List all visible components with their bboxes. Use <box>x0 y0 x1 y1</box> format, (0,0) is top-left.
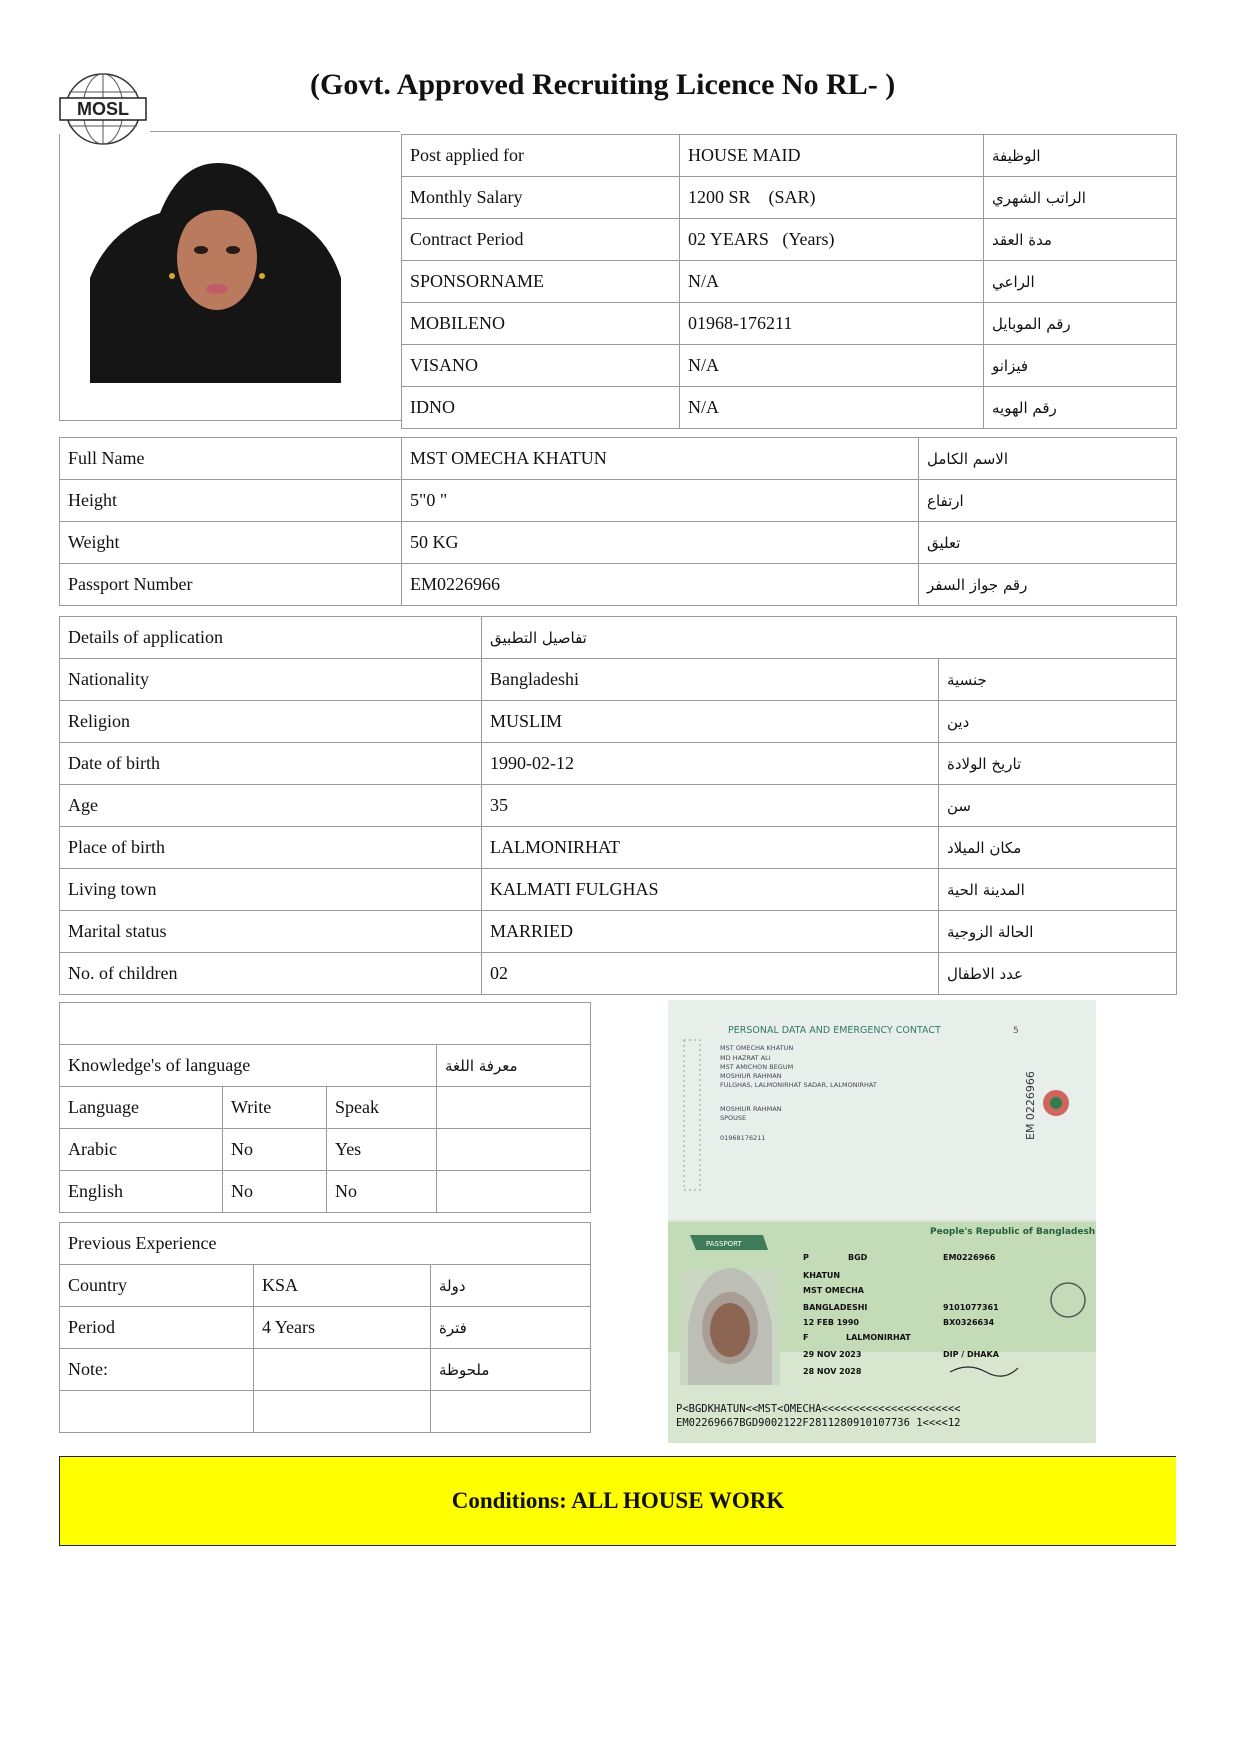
applicant-photo <box>90 158 341 383</box>
job-arabic: الراتب الشهري <box>984 177 1177 219</box>
passport-country: BGD <box>848 1253 868 1262</box>
application-label: Date of birth <box>60 743 482 785</box>
language-write: No <box>223 1129 327 1171</box>
job-value: HOUSE MAID <box>680 135 984 177</box>
job-value: N/A <box>680 345 984 387</box>
empty-cell <box>254 1391 431 1433</box>
passport-mrz-line-2: EM02269667BGD9002122F2811280910107736 1<<<<12 <box>676 1417 961 1429</box>
empty-cell <box>437 1087 591 1129</box>
job-arabic: الوظيفة <box>984 135 1177 177</box>
table-row <box>60 827 1177 869</box>
application-arabic: جنسية <box>939 659 1177 701</box>
job-value: N/A <box>680 261 984 303</box>
column-header: Language <box>60 1087 223 1129</box>
personal-value: EM0226966 <box>402 564 919 606</box>
passport-page-mark: 5 <box>1013 1026 1019 1036</box>
personal-value: 50 KG <box>402 522 919 564</box>
language-write: No <box>223 1171 327 1213</box>
passport-surname: KHATUN <box>803 1271 841 1280</box>
passport-sex: F <box>803 1333 809 1342</box>
table-row <box>60 869 1177 911</box>
table-row <box>402 177 1177 219</box>
passport-address: FULGHAS, LALMONIRHAT SADAR, LALMONIRHAT <box>720 1081 877 1089</box>
application-value: 02 <box>482 953 939 995</box>
table-row <box>60 953 1177 995</box>
application-value: LALMONIRHAT <box>482 827 939 869</box>
job-label: Post applied for <box>402 135 680 177</box>
passport-father: MD HAZRAT ALI <box>720 1054 771 1062</box>
job-label: Contract Period <box>402 219 680 261</box>
table-row <box>402 135 1177 177</box>
passport-given-name: MST OMECHA <box>803 1286 864 1295</box>
passport-spouse: MOSHIUR RAHMAN <box>720 1072 782 1080</box>
experience-table <box>59 1222 591 1433</box>
table-row <box>60 522 1177 564</box>
passport-emergency-name: MOSHIUR RAHMAN <box>720 1105 782 1113</box>
passport-label: PASSPORT <box>706 1240 742 1248</box>
experience-value: KSA <box>254 1265 431 1307</box>
job-details-table <box>401 134 1177 429</box>
empty-cell <box>437 1129 591 1171</box>
passport-bio-header: People's Republic of Bangladesh <box>930 1227 1096 1237</box>
application-header: Details of application <box>60 617 482 659</box>
conditions-banner: Conditions: ALL HOUSE WORK <box>59 1456 1176 1546</box>
personal-label: Height <box>60 480 402 522</box>
job-arabic: فيزانو <box>984 345 1177 387</box>
experience-label: Country <box>60 1265 254 1307</box>
table-row <box>60 438 1177 480</box>
job-value: 02 YEARS (Years) <box>680 219 984 261</box>
experience-arabic: دولة <box>431 1265 591 1307</box>
experience-arabic: ملحوظة <box>431 1349 591 1391</box>
passport-name: MST OMECHA KHATUN <box>720 1044 794 1052</box>
table-row <box>60 1171 591 1213</box>
personal-table <box>59 437 1177 606</box>
passport-issue-date: 29 NOV 2023 <box>803 1350 862 1359</box>
experience-arabic: فترة <box>431 1307 591 1349</box>
application-label: Nationality <box>60 659 482 701</box>
table-row <box>60 911 1177 953</box>
personal-arabic: الاسم الكامل <box>919 438 1177 480</box>
passport-birthplace: LALMONIRHAT <box>846 1333 911 1342</box>
passport-nationality: BANGLADESHI <box>803 1303 868 1312</box>
table-row <box>60 480 1177 522</box>
application-label: No. of children <box>60 953 482 995</box>
empty-cell <box>437 1171 591 1213</box>
table-row <box>60 701 1177 743</box>
language-blank-row <box>60 1003 591 1045</box>
experience-value: 4 Years <box>254 1307 431 1349</box>
passport-mother: MST AMICHON BEGUM <box>720 1063 794 1071</box>
job-value: N/A <box>680 387 984 429</box>
experience-header: Previous Experience <box>60 1223 591 1265</box>
page-title: (Govt. Approved Recruiting Licence No RL- ) <box>310 68 896 101</box>
passport-mrz-line-1: P<BGDKHATUN<<MST<OMECHA<<<<<<<<<<<<<<<<<<<<<< <box>676 1403 961 1415</box>
personal-label: Weight <box>60 522 402 564</box>
application-value: KALMATI FULGHAS <box>482 869 939 911</box>
job-arabic: الراعي <box>984 261 1177 303</box>
passport-scan <box>668 1000 1096 1443</box>
table-row <box>60 743 1177 785</box>
job-value: 01968-176211 <box>680 303 984 345</box>
table-row <box>402 219 1177 261</box>
passport-personal-no: 9101077361 <box>943 1303 999 1312</box>
language-name: English <box>60 1171 223 1213</box>
application-arabic: عدد الاطفال <box>939 953 1177 995</box>
job-label: VISANO <box>402 345 680 387</box>
table-row <box>60 1349 591 1391</box>
application-value: MARRIED <box>482 911 939 953</box>
application-label: Religion <box>60 701 482 743</box>
passport-top-header: PERSONAL DATA AND EMERGENCY CONTACT <box>728 1025 941 1036</box>
application-label: Marital status <box>60 911 482 953</box>
column-header: Speak <box>327 1087 437 1129</box>
table-row <box>60 1265 591 1307</box>
application-value: 1990-02-12 <box>482 743 939 785</box>
passport-type: P <box>803 1253 809 1262</box>
column-header: Write <box>223 1087 327 1129</box>
job-label: Monthly Salary <box>402 177 680 219</box>
job-label: MOBILENO <box>402 303 680 345</box>
application-arabic: المدينة الحية <box>939 869 1177 911</box>
passport-telephone: 01968176211 <box>720 1134 766 1142</box>
application-arabic: مكان الميلاد <box>939 827 1177 869</box>
job-label: IDNO <box>402 387 680 429</box>
language-speak: Yes <box>327 1129 437 1171</box>
passport-number: EM0226966 <box>943 1253 996 1262</box>
passport-prev-no: BX0326634 <box>943 1318 995 1327</box>
table-row <box>60 1087 591 1129</box>
application-value: MUSLIM <box>482 701 939 743</box>
application-label: Age <box>60 785 482 827</box>
language-header-arabic: معرفة اللغة <box>437 1045 591 1087</box>
application-arabic: تاريخ الولادة <box>939 743 1177 785</box>
personal-arabic: تعليق <box>919 522 1177 564</box>
table-row <box>402 261 1177 303</box>
language-table <box>59 1002 591 1213</box>
language-header: Knowledge's of language <box>60 1045 437 1087</box>
job-arabic: رقم الهويه <box>984 387 1177 429</box>
table-row <box>402 303 1177 345</box>
application-arabic: الحالة الزوجية <box>939 911 1177 953</box>
application-header-arabic: تفاصيل التطبيق <box>482 617 1177 659</box>
personal-arabic: ارتفاع <box>919 480 1177 522</box>
empty-cell <box>60 1391 254 1433</box>
personal-value: 5"0 " <box>402 480 919 522</box>
application-arabic: دين <box>939 701 1177 743</box>
logo-text: MOSL <box>77 99 129 119</box>
table-row <box>60 1391 591 1433</box>
job-arabic: مدة العقد <box>984 219 1177 261</box>
job-value: 1200 SR (SAR) <box>680 177 984 219</box>
application-label: Living town <box>60 869 482 911</box>
table-row <box>60 564 1177 606</box>
application-arabic: سن <box>939 785 1177 827</box>
empty-cell <box>431 1391 591 1433</box>
personal-arabic: رقم جواز السفر <box>919 564 1177 606</box>
job-arabic: رقم الموبايل <box>984 303 1177 345</box>
personal-label: Passport Number <box>60 564 402 606</box>
experience-value <box>254 1349 431 1391</box>
table-row <box>60 1223 591 1265</box>
application-label: Place of birth <box>60 827 482 869</box>
language-name: Arabic <box>60 1129 223 1171</box>
table-row <box>60 617 1177 659</box>
emblem-center-icon <box>1050 1097 1062 1109</box>
personal-value: MST OMECHA KHATUN <box>402 438 919 480</box>
passport-relationship: SPOUSE <box>720 1114 747 1122</box>
table-row <box>60 659 1177 701</box>
experience-label: Period <box>60 1307 254 1349</box>
passport-dob: 12 FEB 1990 <box>803 1318 859 1327</box>
logo-underline <box>150 131 400 132</box>
table-row <box>402 345 1177 387</box>
table-row <box>402 387 1177 429</box>
language-speak: No <box>327 1171 437 1213</box>
passport-expiry-date: 28 NOV 2028 <box>803 1367 862 1376</box>
table-row <box>60 785 1177 827</box>
table-row <box>60 1003 591 1045</box>
job-label: SPONSORNAME <box>402 261 680 303</box>
application-value: 35 <box>482 785 939 827</box>
table-row <box>60 1129 591 1171</box>
passport-vertical-number: EM 0226966 <box>1024 1071 1037 1140</box>
experience-label: Note: <box>60 1349 254 1391</box>
personal-label: Full Name <box>60 438 402 480</box>
table-row <box>60 1045 591 1087</box>
table-row <box>60 1307 591 1349</box>
application-value: Bangladeshi <box>482 659 939 701</box>
application-table <box>59 616 1177 995</box>
passport-authority: DIP / DHAKA <box>943 1350 999 1359</box>
